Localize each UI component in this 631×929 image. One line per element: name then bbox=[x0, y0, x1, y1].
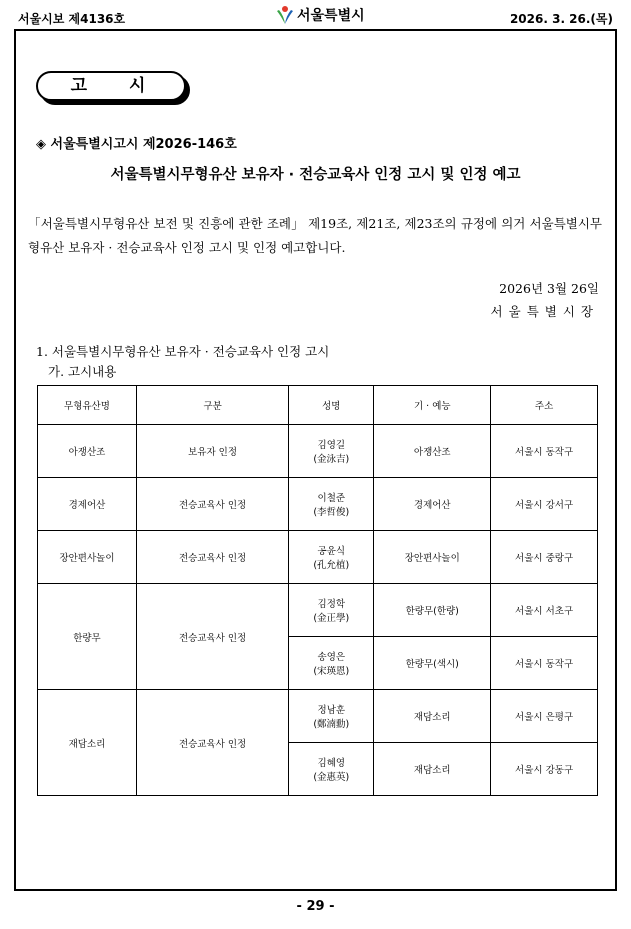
category-cell: 전승교육사 인정 bbox=[136, 690, 288, 796]
col-header: 무형유산명 bbox=[38, 386, 137, 425]
name-cell bbox=[289, 531, 374, 584]
name-cell bbox=[289, 743, 374, 796]
heritage-cell: 재담소리 bbox=[38, 690, 137, 796]
address-cell: 서울시 강동구 bbox=[491, 743, 598, 796]
section-subheading: 가. 고시내용 bbox=[48, 364, 117, 379]
page-number: - 29 - bbox=[296, 899, 335, 914]
skill-cell: 장안편사놀이 bbox=[374, 531, 491, 584]
name-cell bbox=[289, 690, 374, 743]
org-name: 서울특별시 bbox=[297, 8, 365, 24]
org-logo bbox=[275, 4, 365, 26]
col-header: 기 · 예능 bbox=[374, 386, 491, 425]
address-cell: 서울시 동작구 bbox=[491, 425, 598, 478]
table-row bbox=[38, 425, 598, 478]
person-name: 정남훈 bbox=[317, 705, 346, 716]
notice-date: 2026년 3월 26일 bbox=[499, 281, 599, 296]
person-hanja: (李哲俊) bbox=[313, 507, 350, 518]
name-cell bbox=[289, 478, 374, 531]
notice-body: 「서울특별시무형유산 보전 및 진흥에 관한 조례」 제19조, 제21조, 제23조의 규정에 의거 서울특별시무형유산 보유자 · 전승교육사 인정 고시 및 인정 예고합니다. bbox=[28, 216, 602, 255]
address-cell: 서울시 중랑구 bbox=[491, 531, 598, 584]
heritage-cell: 한량무 bbox=[38, 584, 137, 690]
person-hanja: (金正學) bbox=[313, 613, 350, 624]
skill-cell: 한량무(한량) bbox=[374, 584, 491, 637]
table-row bbox=[38, 478, 598, 531]
section-heading: 1. 서울특별시무형유산 보유자 · 전승교육사 인정 고시 bbox=[36, 344, 330, 359]
person-hanja: (金泳吉) bbox=[313, 454, 350, 465]
person-hanja: (鄭湳勳) bbox=[313, 719, 350, 730]
category-cell: 전승교육사 인정 bbox=[136, 531, 288, 584]
name-cell bbox=[289, 584, 374, 637]
section-badge: 고 시 bbox=[36, 71, 186, 101]
skill-cell: 아쟁산조 bbox=[374, 425, 491, 478]
category-cell: 전승교육사 인정 bbox=[136, 478, 288, 531]
address-cell: 서울시 서초구 bbox=[491, 584, 598, 637]
person-hanja: (宋瑛恩) bbox=[313, 666, 350, 677]
col-header: 구분 bbox=[136, 386, 288, 425]
person-name: 이철준 bbox=[317, 493, 346, 504]
heritage-cell: 장안편사놀이 bbox=[38, 531, 137, 584]
name-cell bbox=[289, 637, 374, 690]
table-row bbox=[38, 690, 598, 743]
category-cell: 보유자 인정 bbox=[136, 425, 288, 478]
person-name: 김영길 bbox=[317, 440, 346, 451]
table-row bbox=[38, 584, 598, 637]
person-name: 김정학 bbox=[317, 599, 346, 610]
table-header-row bbox=[38, 386, 598, 425]
issue-date: 2026. 3. 26.(목) bbox=[509, 12, 613, 26]
person-name: 공윤식 bbox=[317, 546, 346, 557]
recognition-table bbox=[37, 385, 598, 796]
notice-number: ◈ 서울특별시고시 제2026-146호 bbox=[36, 137, 237, 152]
table-row bbox=[38, 531, 598, 584]
person-name: 김혜영 bbox=[317, 758, 346, 769]
category-cell: 전승교육사 인정 bbox=[136, 584, 288, 690]
skill-cell: 한량무(색시) bbox=[374, 637, 491, 690]
skill-cell: 재담소리 bbox=[374, 690, 491, 743]
person-hanja: (金惠英) bbox=[313, 772, 350, 783]
person-hanja: (孔允植) bbox=[313, 560, 350, 571]
gazette-number: 서울시보 제4136호 bbox=[18, 12, 126, 26]
address-cell: 서울시 강서구 bbox=[491, 478, 598, 531]
col-header: 주소 bbox=[491, 386, 598, 425]
name-cell bbox=[289, 425, 374, 478]
skill-cell: 경제어산 bbox=[374, 478, 491, 531]
notice-signer: 서울특별시장 bbox=[490, 304, 599, 319]
col-header: 성명 bbox=[289, 386, 374, 425]
notice-title: 서울특별시무형유산 보유자 · 전승교육사 인정 고시 및 인정 예고 bbox=[110, 167, 521, 183]
heritage-cell: 경제어산 bbox=[38, 478, 137, 531]
seoul-logo-icon bbox=[275, 4, 295, 26]
skill-cell: 재담소리 bbox=[374, 743, 491, 796]
person-name: 송영은 bbox=[317, 652, 346, 663]
address-cell: 서울시 은평구 bbox=[491, 690, 598, 743]
page-header bbox=[0, 0, 631, 30]
address-cell: 서울시 동작구 bbox=[491, 637, 598, 690]
heritage-cell: 아쟁산조 bbox=[38, 425, 137, 478]
